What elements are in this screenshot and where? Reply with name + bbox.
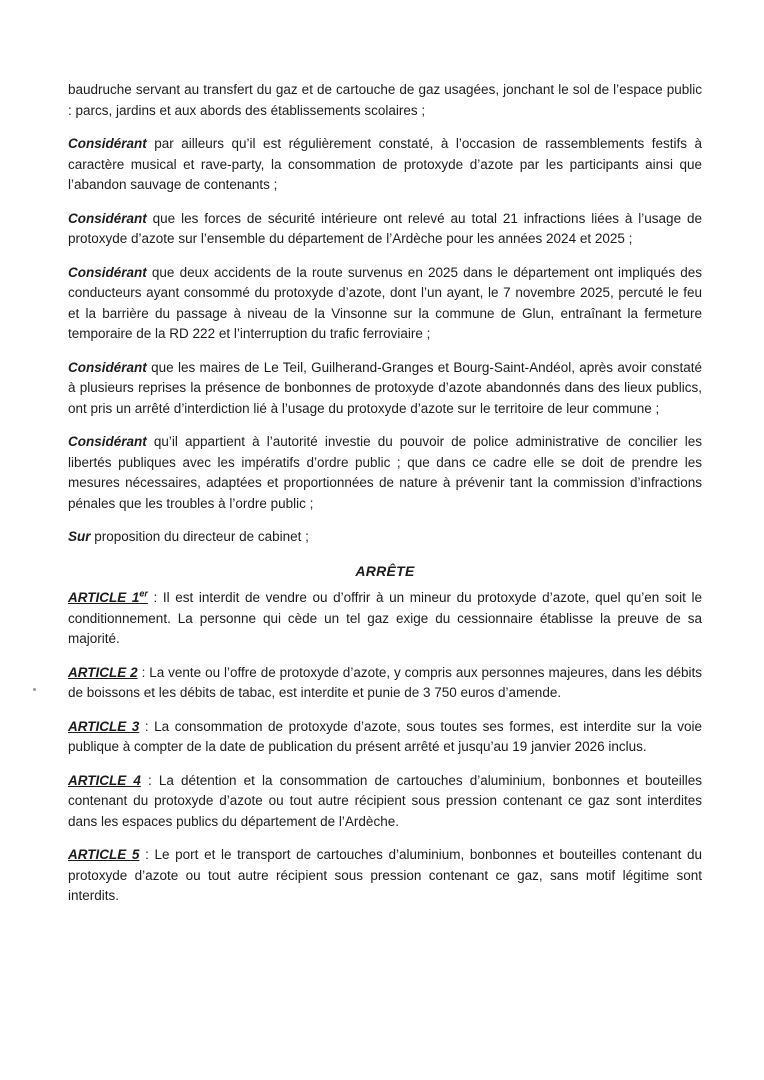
considerant-label: Considérant [68, 210, 147, 226]
article-1-label [68, 590, 148, 605]
paragraph-text: que les forces de sécurité intérieure ont relevé au total 21 infractions liées à l’usage de protoxyde d’azote sur l’ensemble du département de l’Ardèche pour les années 2024 et 2025 ; [68, 210, 702, 246]
paragraph-text: par ailleurs qu’il est régulièrement constaté, à l’occasion de rassemblements festifs à caractère musical et rave-party, la consommation de protoxyde d’azote par les participants ainsi que l’abandon sauvage de contenants ; [68, 136, 702, 192]
sur-label: Sur [68, 529, 91, 544]
scan-artifact-dot [33, 688, 36, 691]
considerant-paragraph-4 [68, 358, 702, 420]
article-3-label [68, 719, 139, 734]
article-label-sup: er [139, 588, 148, 599]
considerant-paragraph-5 [68, 432, 702, 514]
paragraph-text: que les maires de Le Teil, Guilherand-Granges et Bourg-Saint-Andéol, après avoir constaté à plusieurs reprises la présence de bonbonnes de protoxyde d’azote abandonnés dans des lieux publics, ont pris un arrêté d’interdiction lié à l’usage du protoxyde d’azote sur le territoire de leur commune ; [68, 359, 702, 416]
arrete-heading: ARRÊTE [355, 562, 415, 579]
continuation-paragraph [68, 80, 702, 121]
paragraph-text: proposition du directeur de cabinet ; [90, 529, 309, 544]
article-label-text: ARTICLE 3 [68, 718, 140, 734]
article-4-label [68, 773, 141, 788]
considerant-paragraph-3 [68, 263, 702, 345]
article-5 [68, 845, 702, 907]
article-text: : Il est interdit de vendre ou d’offrir à un mineur du protoxyde d’azote, quel qu’en soit le conditionnement. La personne qui cède un tel gaz exige du cessionnaire établisse la preuve de sa majorité. [68, 590, 702, 646]
article-5-label [68, 847, 139, 862]
considerant-label: Considérant [68, 136, 147, 151]
article-label-text: ARTICLE 2 [68, 664, 138, 680]
article-2 [68, 663, 702, 704]
considerant-paragraph-2 [68, 209, 702, 250]
proposition-line [68, 527, 702, 548]
article-2-label [68, 665, 138, 680]
paragraph-text: que deux accidents de la route survenus en 2025 dans le département ont impliqués des conducteurs ayant consommé du protoxyde d’azote, dont l’un ayant, le 7 novembre 2025, percuté le feu et la barrière du passage à niveau de la Vinsonne sur la commune de Glun, entraînant la fermeture temporaire de la RD 222 et l’interruption du trafic ferroviaire ; [68, 264, 702, 341]
considerant-label: Considérant [68, 359, 147, 375]
considerant-paragraph-1 [68, 134, 702, 196]
article-text: : La consommation de protoxyde d’azote, sous toutes ses formes, est interdite sur la voie publique à compter de la date de publication du présent arrêté et jusqu’au 19 janvier 2026 inclus. [68, 718, 702, 754]
article-3 [68, 717, 702, 758]
article-label-text: ARTICLE 5 [68, 847, 140, 862]
paragraph-text: qu’il appartient à l’autorité investie du pouvoir de police administrative de concilier les libertés publiques avec les impératifs d’ordre public ; que dans ce cadre elle se doit de prendre les mesures nécessaires, adaptées et proportionnées de nature à prévenir tant la commission d’infractions pénales que les troubles à l’ordre public ; [68, 434, 702, 511]
article-label-text: ARTICLE 4 [68, 772, 141, 788]
paragraph-text: baudruche servant au transfert du gaz et de cartouche de gaz usagées, jonchant le sol de l’espace public : parcs, jardins et aux abords des établissements scolaires ; [68, 82, 702, 118]
article-1 [68, 588, 702, 650]
considerant-label: Considérant [68, 264, 147, 280]
considerant-label: Considérant [68, 434, 147, 449]
article-4 [68, 771, 702, 833]
article-text: : La vente ou l’offre de protoxyde d’azote, y compris aux personnes majeures, dans les débits de boissons et les débits de tabac, est interdite et punie de 3 750 euros d’amende. [68, 664, 702, 700]
article-text: : Le port et le transport de cartouches d’aluminium, bonbonnes et bouteilles contenant du protoxyde d’azote ou tout autre récipient sous pression contenant ce gaz, sans motif légitime sont interdits. [68, 847, 702, 903]
article-label-text: ARTICLE 1 [68, 590, 140, 605]
article-text: : La détention et la consommation de cartouches d’aluminium, bonbonnes et bouteilles contenant du protoxyde d’azote ou tout autre récipient sous pression contenant ce gaz sont interdites dans les espaces publics du département de l’Ardèche. [68, 772, 702, 829]
